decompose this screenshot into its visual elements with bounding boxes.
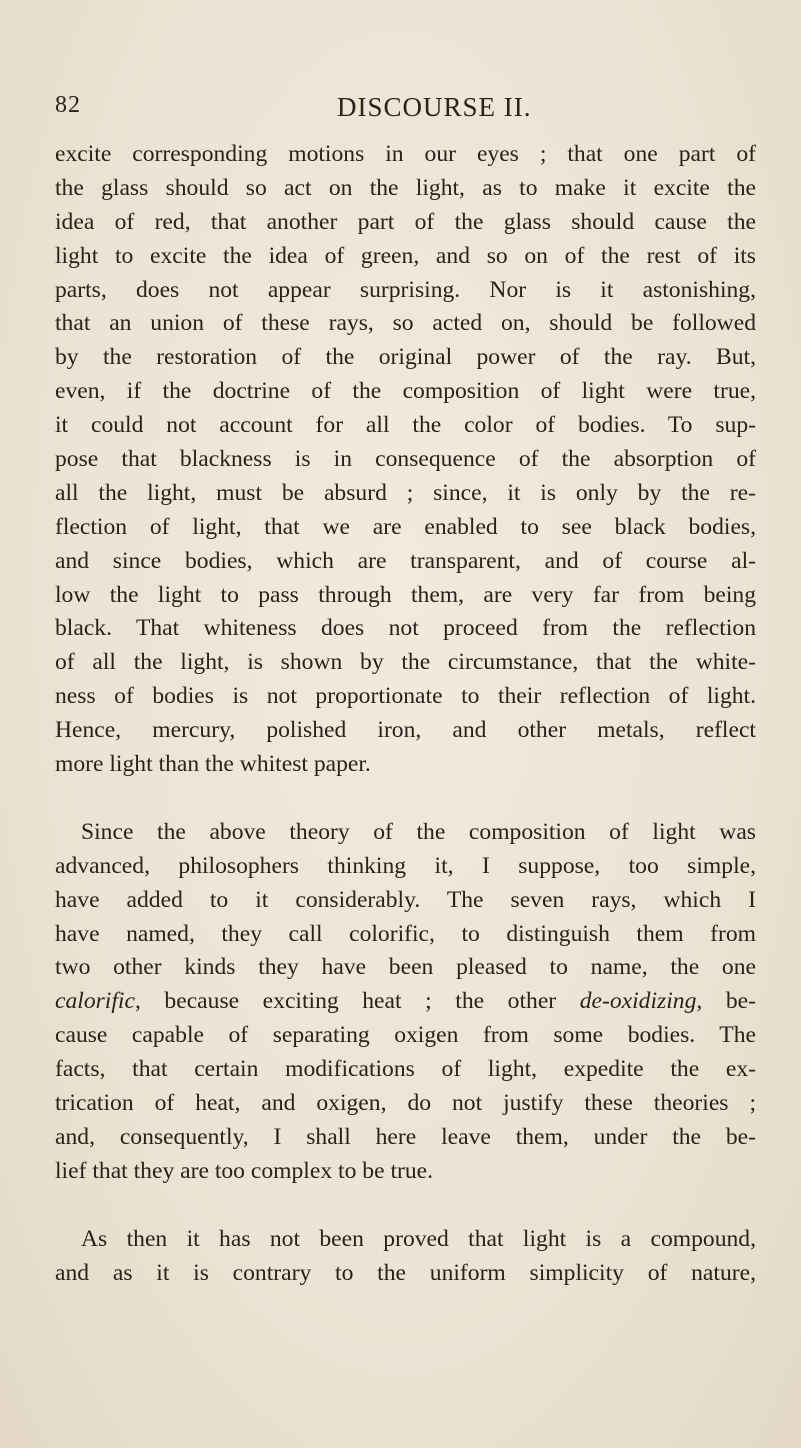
text-line: have named, they call colorific, to distinguish them from bbox=[55, 920, 756, 947]
text-line: facts, that certain modifications of light, expedite the ex- bbox=[55, 1056, 756, 1083]
text-line: and as it is contrary to the uniform simplicity of nature, bbox=[55, 1259, 756, 1286]
text-line: more light than the whitest paper. bbox=[55, 751, 371, 778]
text-line: two other kinds they have been pleased to name, the one bbox=[55, 954, 756, 981]
text-line: low the light to pass through them, are very far from being bbox=[55, 581, 756, 608]
text-fragment: , be- bbox=[696, 988, 756, 1015]
text-line: advanced, philosophers thinking it, I suppose, too simple, bbox=[55, 852, 756, 879]
text-line: of all the light, is shown by the circumstance, that the white- bbox=[55, 649, 756, 676]
text-line: black. That whiteness does not proceed from the reflection bbox=[55, 615, 756, 642]
text-line: that an union of these rays, so acted on, should be followed bbox=[55, 310, 756, 337]
text-line: lief that they are too complex to be true. bbox=[55, 1157, 434, 1184]
text-line: excite corresponding motions in our eyes ; that one part of bbox=[55, 141, 756, 167]
text-line: trication of heat, and oxigen, do not justify these theories ; bbox=[55, 1090, 756, 1117]
text-line: flection of light, that we are enabled to see black bodies, bbox=[55, 513, 756, 540]
text-line: Since the above theory of the composition of light was bbox=[81, 818, 756, 845]
text-line: light to excite the idea of green, and so on of the rest of its bbox=[55, 242, 756, 269]
text-line: idea of red, that another part of the glass should cause the bbox=[55, 208, 756, 235]
running-title: DISCOURSE II. bbox=[337, 92, 532, 122]
text-line: and since bodies, which are transparent, and of course al- bbox=[55, 547, 756, 574]
body-text bbox=[55, 138, 756, 1291]
paragraph-1 bbox=[55, 138, 756, 782]
text-line: cause capable of separating oxigen from some bodies. The bbox=[55, 1022, 756, 1049]
paragraph-3 bbox=[55, 1223, 756, 1291]
text-line: even, if the doctrine of the composition of light were true, bbox=[55, 378, 756, 405]
text-line: by the restoration of the original power of the ray. But, bbox=[55, 344, 756, 371]
italic-term-calorific: calorific bbox=[55, 988, 135, 1015]
text-line: Hence, mercury, polished iron, and other metals, reflect bbox=[55, 717, 756, 744]
text-line: all the light, must be absurd ; since, it is only by the re- bbox=[55, 479, 756, 506]
paragraph-gap bbox=[55, 1189, 756, 1223]
text-line: it could not account for all the color of bodies. To sup- bbox=[55, 412, 756, 439]
text-line: ness of bodies is not proportionate to their reflection of light. bbox=[55, 683, 756, 710]
text-line: As then it has not been proved that light is a compound, bbox=[81, 1225, 756, 1252]
text-line: parts, does not appear surprising. Nor is it astonishing, bbox=[55, 276, 756, 303]
page-header bbox=[55, 92, 755, 132]
text-line-with-italics bbox=[55, 985, 756, 1019]
text-line: pose that blackness is in consequence of the absorption of bbox=[55, 446, 756, 473]
text-line: have added to it considerably. The seven rays, which I bbox=[55, 886, 756, 913]
paragraph-2 bbox=[55, 816, 756, 1189]
page-number: 82 bbox=[55, 92, 81, 118]
italic-term-de-oxidizing: de-oxidizing bbox=[579, 988, 697, 1015]
text-line: and, consequently, I shall here leave them, under the be- bbox=[55, 1123, 756, 1150]
text-line: the glass should so act on the light, as to make it excite the bbox=[55, 174, 756, 201]
paragraph-gap bbox=[55, 782, 756, 816]
text-fragment: , because exciting heat ; the other bbox=[134, 988, 580, 1015]
